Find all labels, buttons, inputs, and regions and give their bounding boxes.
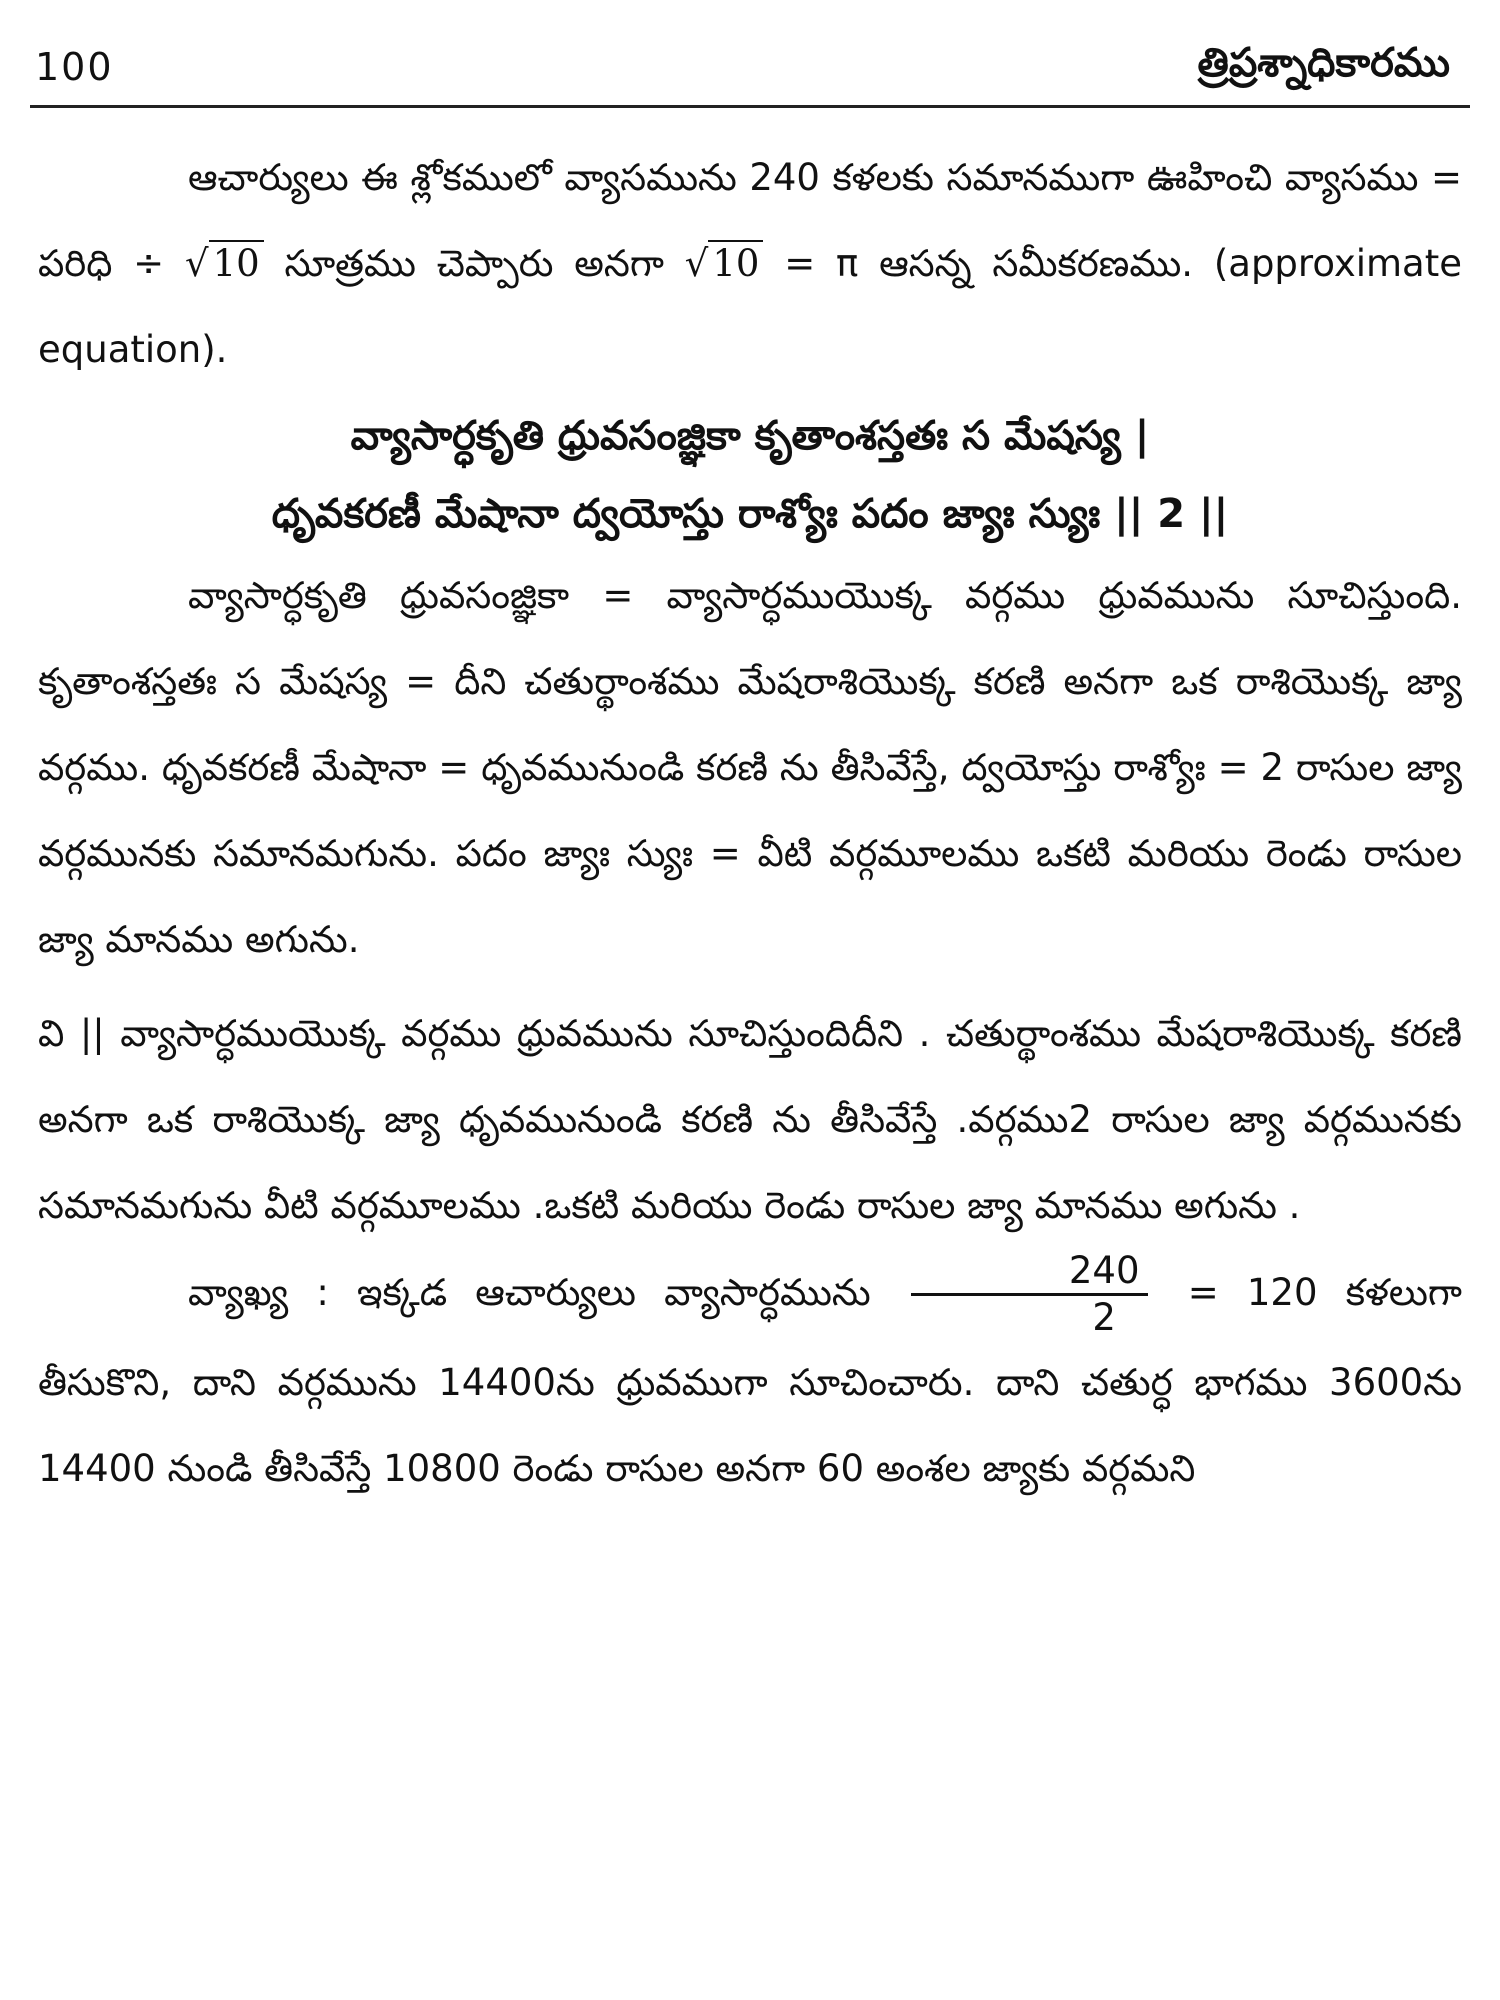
sqrt-10-formula	[185, 240, 264, 285]
intro-text-a: ఆచార్యులు ఈ శ్లోకములో వ్యాసమును 240 కళలకు సమానముగా ఊహించి వ్యాసము = పరిధి ÷	[38, 156, 1462, 285]
radicand: 10	[209, 240, 264, 285]
commentary-text-b: = 120 కళలుగా తీసుకొని, దాని వర్గమును 14400ను ధ్రువముగా సూచించారు. దాని చతుర్ధ భాగము 3600ను 14400 నుండి తీసివేస్తే 10800 రెండు రాసుల అనగా 60 అంశల జ్యాకు వర్గమని	[38, 1271, 1462, 1490]
fraction-denominator: 2	[1092, 1296, 1116, 1339]
verse-line-1: వ్యాసార్ధకృతి ధ్రువసంజ్ఞికా కృతాంశస్తతః స మేషస్య |	[350, 413, 1150, 459]
radical-sign: √	[684, 242, 709, 285]
paragraph-commentary	[38, 1249, 1462, 1512]
commentary-text-a: వ్యాఖ్య : ఇక్కడ ఆచార్యులు వ్యాసార్ధమును	[188, 1271, 899, 1314]
intro-text-c: = π ఆసన్న సమీకరణము. (approximate equation).	[38, 242, 1462, 371]
radicand: 10	[708, 240, 763, 285]
paragraph-word-meaning: వ్యాసార్ధకృతి ధ్రువసంజ్ఞికా = వ్యాసార్ధముయొక్క వర్గము ధ్రువమును సూచిస్తుంది. కృతాంశస్తతః స మేషస్య = దీని చతుర్థాంశము మేషరాశియొక్క కరణి అనగా ఒక రాశియొక్క జ్యా వర్గము. ధృవకరణీ మేషానా = ధృవమునుండి కరణి ను తీసివేస్తే, ద్వయోస్తు రాశ్యోః = 2 రాసుల జ్యా వర్గమునకు సమానమగును. పదం జ్యాః స్యుః = వీటి వర్గమూలము ఒకటి మరియు రెండు రాసుల జ్యా మానము అగును.	[38, 574, 1462, 961]
radical-sign: √	[185, 242, 209, 285]
verse-line-2: ధృవకరణీ మేషానా ద్వయోస్తు రాశ్యోః పదం జ్యాః స్యుః || 2 ||	[271, 491, 1229, 537]
page-header	[30, 35, 1470, 108]
fraction-240-over-2	[911, 1249, 1148, 1340]
sloka-verse	[38, 397, 1462, 553]
fraction-numerator: 240	[911, 1249, 1148, 1296]
intro-text-b: సూత్రము చెప్పారు అనగా	[263, 242, 685, 285]
page-number: 100	[35, 45, 114, 89]
paragraph-intro	[38, 135, 1462, 393]
sqrt-10-equation	[685, 240, 764, 285]
page-body	[38, 135, 1462, 1512]
paragraph-vivarana: వి || వ్యాసార్ధముయొక్క వర్గము ధ్రువమును సూచిస్తుందిదీని . చతుర్థాంశము మేషరాశియొక్క కరణి అనగా ఒక రాశియొక్క జ్యా ధృవమునుండి కరణి ను తీసివేస్తే .వర్గము2 రాసుల జ్యా వర్గమునకు సమానమగును వీటి వర్గమూలము .ఒకటి మరియు రెండు రాసుల జ్యా మానము అగును .	[38, 1012, 1462, 1227]
running-title: త్రిప్రశ్నాధికారము	[1197, 40, 1450, 86]
